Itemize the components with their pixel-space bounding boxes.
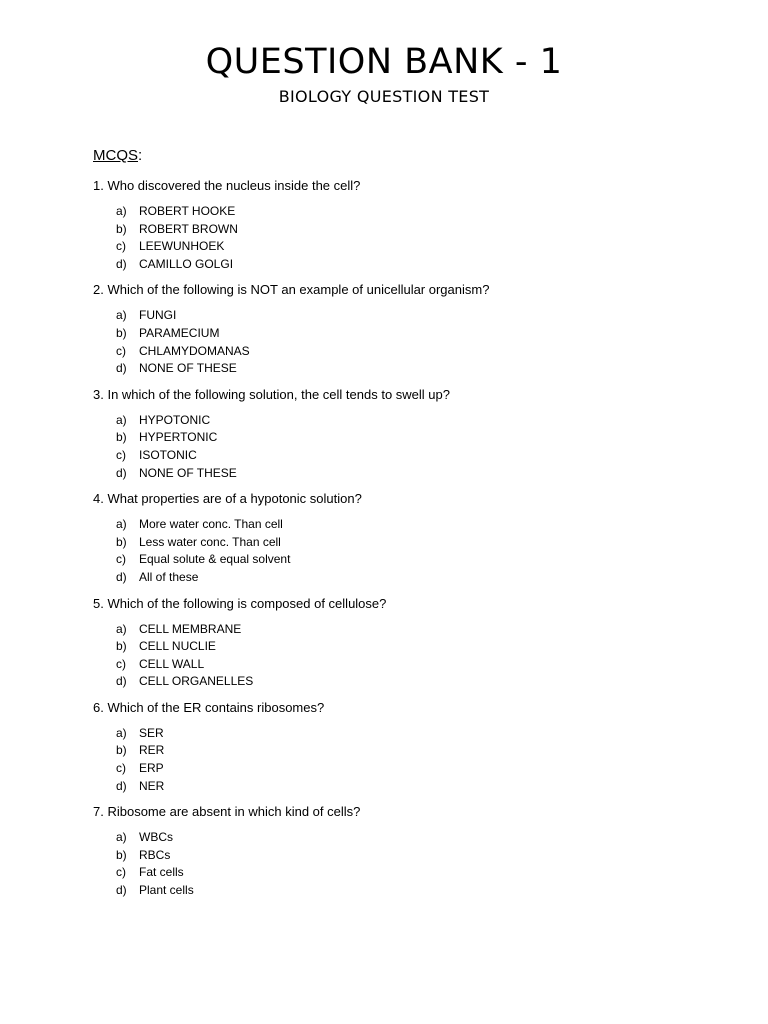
option-text: Fat cells: [139, 865, 184, 880]
question-text: 1. Who discovered the nucleus inside the cell?: [93, 178, 361, 193]
option-item: [93, 656, 713, 674]
question-block: [93, 802, 713, 899]
option-text: CHLAMYDOMANAS: [139, 343, 250, 358]
section-heading-label: MCQS: [93, 147, 138, 164]
option-letter: b): [116, 534, 127, 549]
option-item: [93, 551, 713, 569]
question-text: 6. Which of the ER contains ribosomes?: [93, 699, 325, 715]
option-text: FUNGI: [139, 308, 177, 323]
option-item: [93, 343, 713, 361]
option-letter: a): [116, 308, 127, 323]
option-letter: d): [116, 465, 127, 480]
question-block: [93, 280, 713, 377]
option-list: [93, 516, 713, 586]
option-text: NONE OF THESE: [139, 361, 237, 376]
option-item: [93, 673, 713, 691]
option-list: [93, 621, 713, 691]
page-subtitle: BIOLOGY QUESTION TEST: [278, 87, 490, 106]
option-text: LEEWUNHOEK: [139, 239, 225, 254]
question-block: [93, 594, 713, 691]
option-letter: a): [116, 517, 127, 532]
question-block: [93, 698, 713, 795]
option-item: [93, 742, 713, 760]
option-item: [93, 221, 713, 239]
option-letter: a): [116, 621, 127, 636]
option-text: HYPOTONIC: [139, 412, 211, 427]
option-list: [93, 307, 713, 377]
option-letter: c): [116, 656, 126, 671]
question-text: 3. In which of the following solution, the cell tends to swell up?: [93, 386, 450, 402]
question-text: 2. Which of the following is NOT an example of unicellular organism?: [93, 282, 490, 298]
question-block: [93, 489, 713, 586]
option-letter: d): [116, 883, 127, 898]
option-item: [93, 447, 713, 465]
option-item: [93, 847, 713, 865]
option-text: HYPERTONIC: [139, 430, 218, 445]
option-text: Equal solute & equal solvent: [139, 552, 291, 567]
option-letter: b): [116, 639, 127, 654]
option-text: Less water conc. Than cell: [139, 534, 281, 549]
option-text: CELL ORGANELLES: [139, 674, 254, 689]
option-text: NONE OF THESE: [139, 465, 237, 480]
page-title: QUESTION BANK - 1: [205, 42, 563, 82]
option-letter: d): [116, 256, 127, 271]
option-text: Plant cells: [139, 883, 194, 898]
option-item: [93, 203, 713, 221]
option-list: [93, 203, 713, 273]
option-letter: d): [116, 674, 127, 689]
option-item: [93, 325, 713, 343]
option-letter: c): [116, 552, 126, 567]
option-item: [93, 760, 713, 778]
option-item: [93, 360, 713, 378]
option-item: [93, 621, 713, 639]
question-text: 4. What properties are of a hypotonic solution?: [93, 491, 362, 507]
option-letter: c): [116, 343, 126, 358]
option-text: More water conc. Than cell: [139, 517, 283, 532]
option-item: [93, 725, 713, 743]
option-text: ISOTONIC: [139, 447, 197, 462]
option-letter: a): [116, 725, 127, 740]
option-list: [93, 412, 713, 482]
option-item: [93, 829, 713, 847]
option-text: RBCs: [139, 847, 171, 862]
option-item: [93, 238, 713, 256]
option-text: CAMILLO GOLGI: [139, 256, 234, 271]
option-text: ROBERT BROWN: [139, 221, 238, 236]
option-text: ROBERT HOOKE: [139, 204, 236, 218]
option-text: ERP: [139, 761, 164, 776]
option-letter: a): [116, 412, 127, 427]
question-block: [93, 385, 713, 482]
option-letter: b): [116, 743, 127, 758]
question-text: 5. Which of the following is composed of cellulose?: [93, 595, 387, 611]
option-item: [93, 534, 713, 552]
option-text: CELL MEMBRANE: [139, 621, 242, 636]
option-letter: b): [116, 221, 127, 236]
question-block: [93, 176, 713, 273]
option-text: WBCs: [139, 830, 173, 845]
option-item: [93, 882, 713, 900]
question-list: [93, 176, 713, 907]
option-letter: d): [116, 361, 127, 376]
option-letter: c): [116, 761, 126, 776]
option-text: SER: [139, 725, 164, 740]
option-text: RER: [139, 743, 165, 758]
option-item: [93, 569, 713, 587]
option-letter: a): [116, 204, 127, 218]
option-item: [93, 638, 713, 656]
option-letter: d): [116, 569, 127, 584]
option-item: [93, 778, 713, 796]
option-text: PARAMECIUM: [139, 325, 220, 340]
option-letter: c): [116, 239, 126, 254]
option-list: [93, 725, 713, 795]
option-letter: c): [116, 865, 126, 880]
question-text: 7. Ribosome are absent in which kind of cells?: [93, 804, 361, 820]
option-item: [93, 307, 713, 325]
section-heading-suffix: :: [138, 147, 143, 164]
option-letter: c): [116, 447, 126, 462]
option-text: NER: [139, 778, 165, 793]
option-item: [93, 465, 713, 483]
option-letter: b): [116, 847, 127, 862]
option-letter: a): [116, 830, 127, 845]
option-item: [93, 256, 713, 274]
option-letter: b): [116, 430, 127, 445]
option-text: All of these: [139, 569, 199, 584]
option-item: [93, 864, 713, 882]
option-item: [93, 412, 713, 430]
option-list: [93, 829, 713, 899]
option-letter: d): [116, 778, 127, 793]
option-letter: b): [116, 325, 127, 340]
option-item: [93, 516, 713, 534]
option-item: [93, 429, 713, 447]
section-heading: [93, 146, 142, 166]
option-text: CELL NUCLIE: [139, 639, 216, 654]
option-text: CELL WALL: [139, 656, 205, 671]
